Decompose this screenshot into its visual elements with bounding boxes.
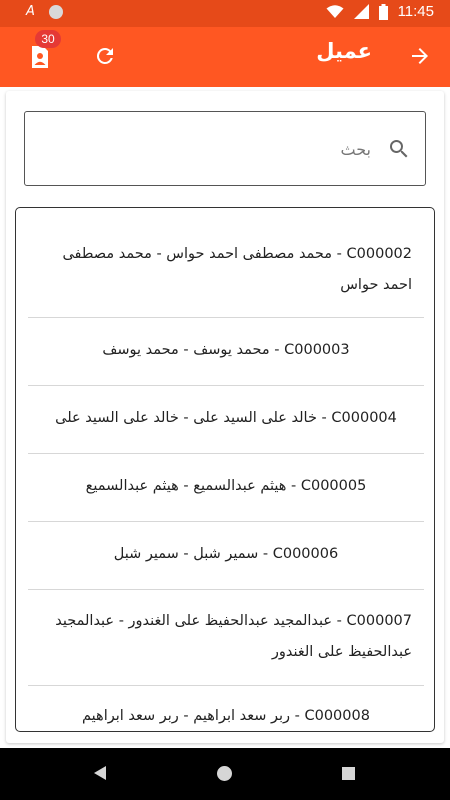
notification-glyph: A — [26, 4, 35, 19]
divider — [28, 685, 424, 686]
list-item[interactable] — [28, 471, 424, 502]
customer-label: C000008 - ربر سعد ابراهيم - ربر سعد ابراهيم — [82, 708, 370, 724]
divider — [28, 385, 424, 386]
search-box[interactable] — [24, 111, 426, 186]
search-input[interactable] — [49, 130, 373, 168]
customer-label: C000007 - عبدالمجيد عبدالحفيظ على الغندور - عبدالمجيد عبدالحفيظ على الغندور — [55, 613, 412, 660]
list-item[interactable] — [28, 335, 424, 366]
customer-label: C000005 - هيثم عبدالسميع - هيثم عبدالسميع — [85, 478, 367, 494]
divider — [28, 453, 424, 454]
list-item[interactable] — [28, 403, 424, 434]
status-right — [326, 3, 434, 20]
divider — [28, 589, 424, 590]
back-button[interactable] — [408, 44, 432, 68]
list-item[interactable] — [28, 539, 424, 570]
list-item[interactable] — [28, 701, 424, 732]
nav-back-icon[interactable] — [92, 765, 108, 781]
divider — [28, 317, 424, 318]
clock: 11:45 — [397, 3, 434, 20]
customer-label: C000004 - خالد على السيد على - خالد على السيد على — [55, 410, 397, 426]
notification-dot-icon — [49, 5, 63, 19]
battery-icon — [379, 4, 388, 20]
nav-recent-icon[interactable] — [342, 767, 355, 780]
status-bar — [0, 0, 450, 27]
customer-label: C000003 - محمد يوسف - محمد يوسف — [102, 342, 350, 358]
signal-icon — [354, 4, 369, 19]
nav-home-icon[interactable] — [217, 766, 232, 781]
wifi-icon — [326, 5, 344, 19]
page-title: عميل — [316, 39, 372, 63]
search-icon — [387, 137, 411, 161]
list-item[interactable] — [28, 606, 424, 668]
status-left — [26, 4, 63, 19]
refresh-button[interactable] — [93, 44, 117, 68]
app-bar — [0, 27, 450, 87]
arrow-forward-icon — [408, 44, 432, 68]
system-nav-bar — [0, 748, 450, 800]
customer-list[interactable] — [15, 207, 435, 732]
customer-label: C000002 - محمد مصطفى احمد حواس - محمد مصطفى احمد حواس — [62, 246, 412, 293]
list-item[interactable] — [28, 239, 424, 301]
customer-label: C000006 - سمير شبل - سمير شبل — [113, 546, 339, 562]
count-badge: 30 — [35, 30, 61, 48]
refresh-icon — [93, 44, 117, 68]
divider — [28, 521, 424, 522]
